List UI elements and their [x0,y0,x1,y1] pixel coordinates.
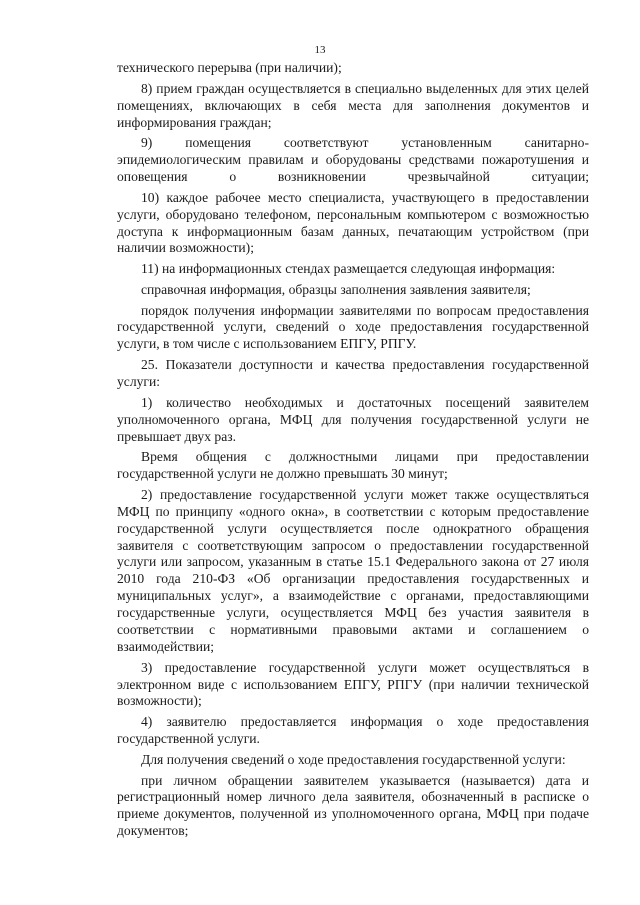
paragraph-13: Для получения сведений о ходе предоставления государственной услуги: [141,751,566,767]
paragraph-14: при личном обращении заявителем указывается (называется) дата и регистрационный номер личного дела заявителя, обозначенный в расписке о приеме документов, полученной из уполномоченного органа, МФЦ при подаче документов; [117,772,589,839]
document-body [117,60,589,844]
paragraph-3: 10) каждое рабочее место специалиста, участвующего в предоставлении услуги, оборудовано телефоном, персональным компьютером с возможностью доступа к информационным базам данных, печатающим устройством (при наличии возможности); [117,189,589,256]
paragraph-11: 3) предоставление государственной услуги может осуществляться в электронном виде с использованием ЕПГУ, РПГУ (при наличии технической возможности); [117,659,589,709]
paragraph-2: 9) помещения соответствуют установленным санитарно-эпидемиологическим правилам и оборудованы средствами пожаротушения и оповещения о возникновении чрезвычайной ситуации; [117,135,589,185]
paragraph-6: порядок получения информации заявителями по вопросам предоставления государственной услуги, сведений о ходе предоставления государственной услуги, в том числе с использованием ЕПГУ, РПГУ. [117,302,589,352]
paragraph-10: 2) предоставление государственной услуги может также осуществляться МФЦ по принципу «одного окна», в соответствии с которым предоставление государственной услуги осуществляется после однократного обращения заявителя с соответствующим запросом о предоставлении государственной услуги или запросом, указанным в статье 15.1 Федерального закона от 27 июля 2010 года 210-ФЗ «Об организации предоставления государственных и муниципальных услуг», а взаимодействие с органами, предоставляющими государственные услуги, осуществляется МФЦ без участия заявителя в соответствии с нормативными правовыми актами и соглашением о взаимодействии; [117,486,589,654]
paragraph-0: технического перерыва (при наличии); [117,60,342,75]
page-number: 13 [314,44,326,56]
paragraph-1: 8) прием граждан осуществляется в специально выделенных для этих целей помещениях, включающих в себя места для заполнения документов и информирования граждан; [117,80,589,130]
paragraph-5: справочная информация, образцы заполнения заявления заявителя; [141,281,531,297]
paragraph-9: Время общения с должностными лицами при предоставлении государственной услуги не должно превышать 30 минут; [117,449,589,482]
paragraph-7: 25. Показатели доступности и качества предоставления государственной услуги: [117,357,589,389]
paragraph-12: 4) заявителю предоставляется информация о ходе предоставления государственной услуги. [117,714,589,747]
paragraph-8: 1) количество необходимых и достаточных посещений заявителем уполномоченного органа, МФЦ для получения государственной услуги не превышает двух раз. [117,394,589,444]
paragraph-4: 11) на информационных стендах размещается следующая информация: [141,261,556,277]
